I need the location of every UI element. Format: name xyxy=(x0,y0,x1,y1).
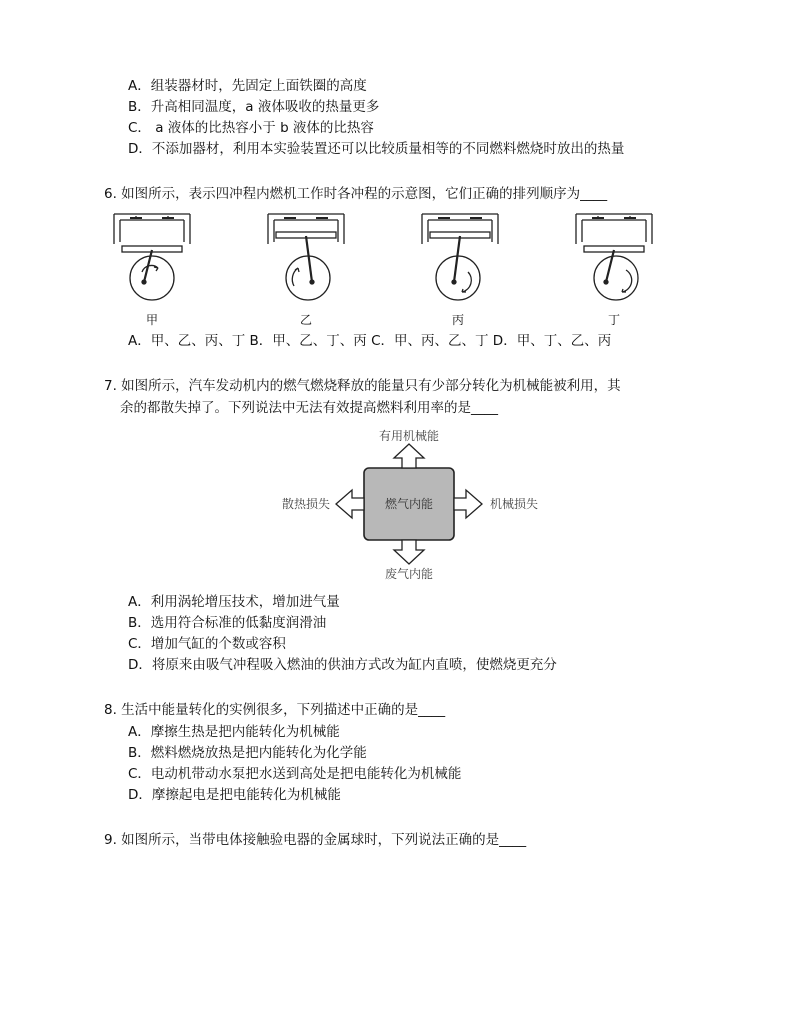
q8-option-b: B．燃料燃烧放热是把内能转化为化学能 xyxy=(128,745,367,761)
q5-option-c: C． a 液体的比热容小于 b 液体的比热容 xyxy=(128,120,374,136)
center-label: 燃气内能 xyxy=(384,497,434,511)
left-arrow-icon xyxy=(336,490,364,518)
bottom-label: 废气内能 xyxy=(384,567,434,581)
q8-option-a: A．摩擦生热是把内能转化为机械能 xyxy=(128,724,340,740)
q8-stem: 8. 生活中能量转化的实例很多，下列描述中正确的是____ xyxy=(104,702,446,718)
energy-flow-diagram xyxy=(276,428,548,584)
engine-strokes-diagram xyxy=(100,206,660,330)
q5-option-a: A．组装器材时，先固定上面铁圈的高度 xyxy=(128,78,367,94)
q7-option-d: D．将原来由吸气冲程吸入燃油的供油方式改为缸内直喷，使燃烧更充分 xyxy=(128,657,557,673)
engine-label-yi: 乙 xyxy=(299,313,313,327)
q7-option-b: B．选用符合标准的低黏度润滑油 xyxy=(128,615,327,631)
right-arrow-icon xyxy=(454,490,482,518)
q5-option-b: B．升高相同温度，a 液体吸收的热量更多 xyxy=(128,99,380,115)
q8-option-d: D．摩擦起电是把电能转化为机械能 xyxy=(128,787,341,803)
engine-diagram-ding xyxy=(576,214,652,300)
engine-label-bing: 丙 xyxy=(451,313,465,327)
engine-label-jia: 甲 xyxy=(145,313,159,327)
top-label: 有用机械能 xyxy=(378,429,440,443)
engine-diagram-yi xyxy=(268,214,344,300)
up-arrow-icon xyxy=(394,444,424,468)
down-arrow-icon xyxy=(394,540,424,564)
q5-option-d: D．不添加器材，利用本实验装置还可以比较质量相等的不同燃料燃烧时放出的热量 xyxy=(128,141,625,157)
q6-options: A．甲、乙、丙、丁 B．甲、乙、丁、丙 C．甲、丙、乙、丁 D．甲、丁、乙、丙 xyxy=(128,333,612,349)
q7-option-c: C．增加气缸的个数或容积 xyxy=(128,636,286,652)
q9-stem: 9. 如图所示，当带电体接触验电器的金属球时，下列说法正确的是____ xyxy=(104,832,527,848)
engine-diagram-jia xyxy=(114,214,190,300)
q8-option-c: C．电动机带动水泵把水送到高处是把电能转化为机械能 xyxy=(128,766,462,782)
engine-diagram-bing xyxy=(422,214,498,300)
q6-stem: 6. 如图所示，表示四冲程内燃机工作时各冲程的示意图，它们正确的排列顺序为____ xyxy=(104,186,608,202)
q7-stem-line2: 余的都散失掉了。下列说法中无法有效提高燃料利用率的是____ xyxy=(120,400,498,416)
q7-option-a: A．利用涡轮增压技术，增加进气量 xyxy=(128,594,340,610)
right-label: 机械损失 xyxy=(489,497,539,511)
engine-label-ding: 丁 xyxy=(607,313,621,327)
q7-stem-line1: 7. 如图所示，汽车发动机内的燃气燃烧释放的能量只有少部分转化为机械能被利用，其 xyxy=(104,378,621,394)
left-label: 散热损失 xyxy=(281,497,331,511)
